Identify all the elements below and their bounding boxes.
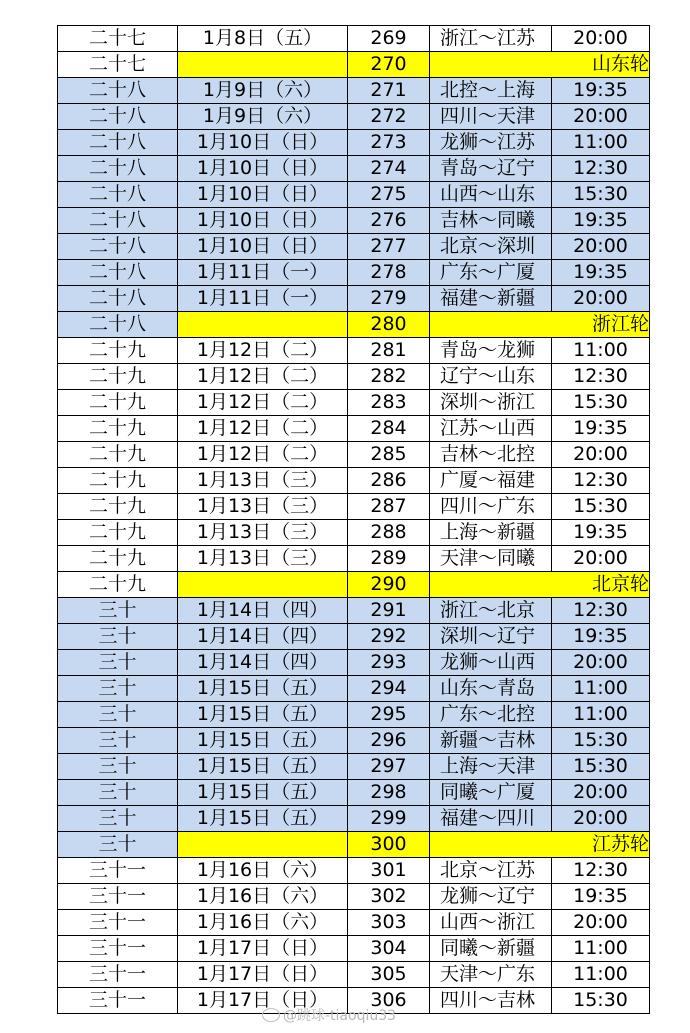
game-number-cell: 269 <box>348 26 430 52</box>
table-row <box>58 338 650 364</box>
game-number-cell: 294 <box>348 676 430 702</box>
date-cell: 1月12日（二） <box>178 442 348 468</box>
round-cell: 二十八 <box>58 208 178 234</box>
time-cell: 19:35 <box>552 260 650 286</box>
table-row <box>58 546 650 572</box>
schedule-body <box>58 26 650 1014</box>
round-cell: 二十九 <box>58 442 178 468</box>
round-cell: 二十九 <box>58 416 178 442</box>
date-cell: 1月12日（二） <box>178 416 348 442</box>
time-cell: 12:30 <box>552 858 650 884</box>
round-cell: 三十一 <box>58 962 178 988</box>
date-cell: 1月17日（日） <box>178 936 348 962</box>
round-cell: 三十一 <box>58 884 178 910</box>
time-cell: 12:30 <box>552 468 650 494</box>
game-number-cell: 270 <box>348 52 430 78</box>
game-number-cell: 285 <box>348 442 430 468</box>
date-cell: 1月15日（五） <box>178 702 348 728</box>
table-row <box>58 78 650 104</box>
matchup-cell: 浙江～江苏 <box>430 26 552 52</box>
game-number-cell: 290 <box>348 572 430 598</box>
table-row <box>58 962 650 988</box>
game-number-cell: 278 <box>348 260 430 286</box>
rest-row <box>58 52 650 78</box>
matchup-cell: 天津～广东 <box>430 962 552 988</box>
table-row <box>58 260 650 286</box>
round-cell: 三十 <box>58 676 178 702</box>
time-cell: 15:30 <box>552 182 650 208</box>
date-cell: 1月15日（五） <box>178 754 348 780</box>
matchup-cell: 上海～天津 <box>430 754 552 780</box>
table-row <box>58 910 650 936</box>
date-cell: 1月17日（日） <box>178 988 348 1014</box>
matchup-cell: 上海～新疆 <box>430 520 552 546</box>
game-number-cell: 297 <box>348 754 430 780</box>
matchup-cell: 辽宁～山东 <box>430 364 552 390</box>
game-number-cell: 282 <box>348 364 430 390</box>
time-cell: 12:30 <box>552 598 650 624</box>
time-cell: 15:30 <box>552 390 650 416</box>
time-cell: 20:00 <box>552 650 650 676</box>
round-cell: 三十一 <box>58 858 178 884</box>
matchup-cell: 福建～四川 <box>430 806 552 832</box>
matchup-cell: 深圳～浙江 <box>430 390 552 416</box>
game-number-cell: 271 <box>348 78 430 104</box>
game-number-cell: 287 <box>348 494 430 520</box>
matchup-cell: 吉林～同曦 <box>430 208 552 234</box>
matchup-cell: 四川～吉林 <box>430 988 552 1014</box>
time-cell: 15:30 <box>552 754 650 780</box>
watermark-text: @跳球-tiaoqiu33 <box>283 1008 397 1024</box>
date-cell: 1月11日（一） <box>178 286 348 312</box>
round-cell: 二十九 <box>58 546 178 572</box>
matchup-cell: 龙狮～辽宁 <box>430 884 552 910</box>
game-number-cell: 291 <box>348 598 430 624</box>
time-cell: 20:00 <box>552 104 650 130</box>
date-cell: 1月15日（五） <box>178 780 348 806</box>
weibo-icon <box>262 1008 280 1022</box>
table-row <box>58 806 650 832</box>
game-number-cell: 305 <box>348 962 430 988</box>
round-cell: 二十九 <box>58 494 178 520</box>
time-cell: 12:30 <box>552 364 650 390</box>
host-cell: 山东轮 <box>430 52 650 78</box>
round-cell: 三十一 <box>58 988 178 1014</box>
matchup-cell: 北京～江苏 <box>430 858 552 884</box>
game-number-cell: 298 <box>348 780 430 806</box>
table-row <box>58 130 650 156</box>
game-number-cell: 273 <box>348 130 430 156</box>
game-number-cell: 289 <box>348 546 430 572</box>
date-cell <box>178 52 348 78</box>
host-cell: 江苏轮 <box>430 832 650 858</box>
table-row <box>58 676 650 702</box>
game-number-cell: 288 <box>348 520 430 546</box>
game-number-cell: 299 <box>348 806 430 832</box>
time-cell: 15:30 <box>552 988 650 1014</box>
round-cell: 三十 <box>58 728 178 754</box>
table-row <box>58 286 650 312</box>
round-cell: 二十八 <box>58 286 178 312</box>
date-cell: 1月15日（五） <box>178 806 348 832</box>
date-cell: 1月16日（六） <box>178 884 348 910</box>
date-cell: 1月10日（日） <box>178 156 348 182</box>
game-number-cell: 276 <box>348 208 430 234</box>
round-cell: 二十九 <box>58 520 178 546</box>
round-cell: 三十 <box>58 806 178 832</box>
time-cell: 11:00 <box>552 962 650 988</box>
game-number-cell: 302 <box>348 884 430 910</box>
date-cell: 1月15日（五） <box>178 676 348 702</box>
table-row <box>58 494 650 520</box>
matchup-cell: 浙江～北京 <box>430 598 552 624</box>
table-row <box>58 104 650 130</box>
date-cell: 1月14日（四） <box>178 650 348 676</box>
time-cell: 15:30 <box>552 728 650 754</box>
matchup-cell: 山西～山东 <box>430 182 552 208</box>
round-cell: 三十 <box>58 832 178 858</box>
matchup-cell: 天津～同曦 <box>430 546 552 572</box>
date-cell: 1月9日（六） <box>178 78 348 104</box>
time-cell: 12:30 <box>552 156 650 182</box>
date-cell: 1月14日（四） <box>178 624 348 650</box>
matchup-cell: 新疆～吉林 <box>430 728 552 754</box>
game-number-cell: 306 <box>348 988 430 1014</box>
table-row <box>58 598 650 624</box>
game-number-cell: 280 <box>348 312 430 338</box>
matchup-cell: 福建～新疆 <box>430 286 552 312</box>
time-cell: 20:00 <box>552 910 650 936</box>
date-cell: 1月16日（六） <box>178 910 348 936</box>
game-number-cell: 295 <box>348 702 430 728</box>
matchup-cell: 四川～广东 <box>430 494 552 520</box>
date-cell: 1月10日（日） <box>178 234 348 260</box>
round-cell: 二十八 <box>58 234 178 260</box>
round-cell: 三十 <box>58 598 178 624</box>
game-number-cell: 293 <box>348 650 430 676</box>
game-number-cell: 284 <box>348 416 430 442</box>
round-cell: 二十八 <box>58 156 178 182</box>
game-number-cell: 286 <box>348 468 430 494</box>
table-row <box>58 702 650 728</box>
time-cell: 11:00 <box>552 702 650 728</box>
date-cell: 1月10日（日） <box>178 208 348 234</box>
matchup-cell: 龙狮～江苏 <box>430 130 552 156</box>
matchup-cell: 吉林～北控 <box>430 442 552 468</box>
time-cell: 11:00 <box>552 130 650 156</box>
game-number-cell: 296 <box>348 728 430 754</box>
date-cell: 1月13日（三） <box>178 546 348 572</box>
date-cell: 1月12日（二） <box>178 364 348 390</box>
time-cell: 20:00 <box>552 234 650 260</box>
round-cell: 二十九 <box>58 468 178 494</box>
date-cell: 1月13日（三） <box>178 468 348 494</box>
time-cell: 15:30 <box>552 494 650 520</box>
watermark <box>262 1005 396 1025</box>
table-row <box>58 156 650 182</box>
time-cell: 19:35 <box>552 520 650 546</box>
round-cell: 三十 <box>58 754 178 780</box>
table-row <box>58 780 650 806</box>
game-number-cell: 300 <box>348 832 430 858</box>
time-cell: 19:35 <box>552 78 650 104</box>
table-row <box>58 182 650 208</box>
table-row <box>58 936 650 962</box>
game-number-cell: 279 <box>348 286 430 312</box>
rest-row <box>58 832 650 858</box>
table-row <box>58 234 650 260</box>
time-cell: 20:00 <box>552 806 650 832</box>
table-row <box>58 728 650 754</box>
game-number-cell: 281 <box>348 338 430 364</box>
date-cell: 1月8日（五） <box>178 26 348 52</box>
game-number-cell: 304 <box>348 936 430 962</box>
matchup-cell: 广东～北控 <box>430 702 552 728</box>
round-cell: 三十一 <box>58 936 178 962</box>
host-cell: 浙江轮 <box>430 312 650 338</box>
date-cell: 1月13日（三） <box>178 520 348 546</box>
game-number-cell: 275 <box>348 182 430 208</box>
matchup-cell: 同曦～新疆 <box>430 936 552 962</box>
game-number-cell: 292 <box>348 624 430 650</box>
round-cell: 二十八 <box>58 104 178 130</box>
round-cell: 三十 <box>58 650 178 676</box>
matchup-cell: 青岛～辽宁 <box>430 156 552 182</box>
host-cell: 北京轮 <box>430 572 650 598</box>
game-number-cell: 274 <box>348 156 430 182</box>
matchup-cell: 龙狮～山西 <box>430 650 552 676</box>
round-cell: 二十九 <box>58 572 178 598</box>
date-cell: 1月16日（六） <box>178 858 348 884</box>
matchup-cell: 山西～浙江 <box>430 910 552 936</box>
matchup-cell: 北控～上海 <box>430 78 552 104</box>
matchup-cell: 四川～天津 <box>430 104 552 130</box>
round-cell: 三十 <box>58 702 178 728</box>
date-cell: 1月10日（日） <box>178 130 348 156</box>
date-cell <box>178 312 348 338</box>
rest-row <box>58 312 650 338</box>
matchup-cell: 广东～广厦 <box>430 260 552 286</box>
matchup-cell: 北京～深圳 <box>430 234 552 260</box>
round-cell: 二十七 <box>58 26 178 52</box>
round-cell: 二十九 <box>58 338 178 364</box>
round-cell: 三十 <box>58 780 178 806</box>
round-cell: 二十八 <box>58 78 178 104</box>
table-row <box>58 650 650 676</box>
table-row <box>58 442 650 468</box>
time-cell: 19:35 <box>552 624 650 650</box>
matchup-cell: 山东～青岛 <box>430 676 552 702</box>
time-cell: 20:00 <box>552 442 650 468</box>
round-cell: 二十九 <box>58 390 178 416</box>
game-number-cell: 303 <box>348 910 430 936</box>
date-cell: 1月15日（五） <box>178 728 348 754</box>
date-cell: 1月10日（日） <box>178 182 348 208</box>
date-cell: 1月17日（日） <box>178 962 348 988</box>
table-row <box>58 208 650 234</box>
table-row <box>58 364 650 390</box>
date-cell: 1月13日（三） <box>178 494 348 520</box>
round-cell: 二十八 <box>58 312 178 338</box>
table-row <box>58 468 650 494</box>
rest-row <box>58 572 650 598</box>
round-cell: 三十一 <box>58 910 178 936</box>
time-cell: 19:35 <box>552 208 650 234</box>
table-row <box>58 884 650 910</box>
date-cell: 1月12日（二） <box>178 338 348 364</box>
matchup-cell: 广厦～福建 <box>430 468 552 494</box>
table-row <box>58 520 650 546</box>
table-row <box>58 416 650 442</box>
table-row <box>58 858 650 884</box>
time-cell: 20:00 <box>552 546 650 572</box>
date-cell: 1月14日（四） <box>178 598 348 624</box>
round-cell: 二十八 <box>58 182 178 208</box>
time-cell: 20:00 <box>552 26 650 52</box>
game-number-cell: 272 <box>348 104 430 130</box>
round-cell: 二十八 <box>58 130 178 156</box>
time-cell: 20:00 <box>552 780 650 806</box>
time-cell: 19:35 <box>552 884 650 910</box>
matchup-cell: 青岛～龙狮 <box>430 338 552 364</box>
date-cell: 1月12日（二） <box>178 390 348 416</box>
game-number-cell: 301 <box>348 858 430 884</box>
time-cell: 19:35 <box>552 416 650 442</box>
date-cell: 1月11日（一） <box>178 260 348 286</box>
time-cell: 11:00 <box>552 676 650 702</box>
date-cell <box>178 572 348 598</box>
date-cell <box>178 832 348 858</box>
matchup-cell: 深圳～辽宁 <box>430 624 552 650</box>
table-row <box>58 624 650 650</box>
round-cell: 二十九 <box>58 364 178 390</box>
round-cell: 三十 <box>58 624 178 650</box>
matchup-cell: 江苏～山西 <box>430 416 552 442</box>
table-row <box>58 754 650 780</box>
matchup-cell: 同曦～广厦 <box>430 780 552 806</box>
game-number-cell: 283 <box>348 390 430 416</box>
time-cell: 11:00 <box>552 338 650 364</box>
schedule-table <box>57 25 650 1014</box>
round-cell: 二十七 <box>58 52 178 78</box>
date-cell: 1月9日（六） <box>178 104 348 130</box>
round-cell: 二十八 <box>58 260 178 286</box>
time-cell: 20:00 <box>552 286 650 312</box>
time-cell: 11:00 <box>552 936 650 962</box>
game-number-cell: 277 <box>348 234 430 260</box>
table-row <box>58 26 650 52</box>
table-row <box>58 390 650 416</box>
